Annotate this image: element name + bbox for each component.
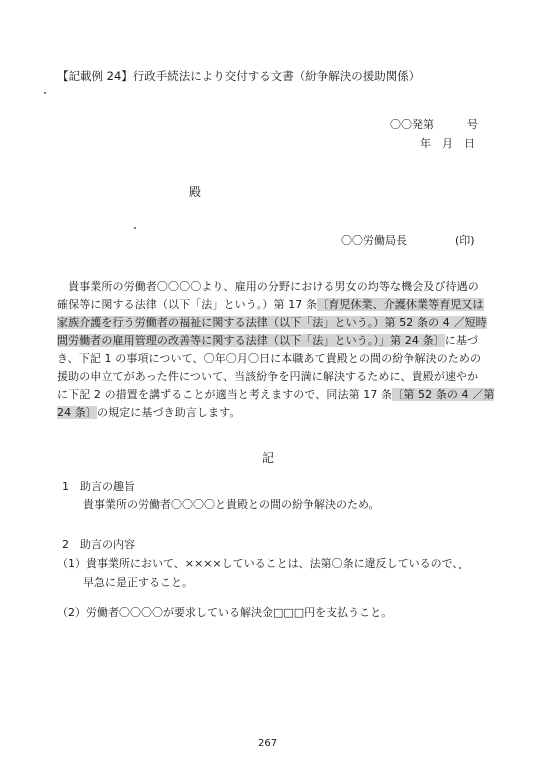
body-text: の規定に基づき助言します。 xyxy=(97,406,241,419)
section-1-text: 貴事業所の労働者〇〇〇〇と貴殿との間の紛争解決のため。 xyxy=(83,498,380,511)
document-header-title: 【記載例 24】行政手続法により交付する文書（紛争解決の援助関係） xyxy=(57,69,421,83)
scan-speck xyxy=(44,92,46,94)
section-2-item-1: （1）貴事業所において、××××していることは、法第〇条に違反しているので、 xyxy=(57,557,464,570)
body-text: に下記 2 の措置を講ずることが適当と考えますので、同法第 17 条 xyxy=(57,388,393,401)
body-text: に基づ xyxy=(444,334,479,347)
scan-speck xyxy=(134,227,136,229)
body-line xyxy=(57,386,494,402)
document-date: 年 月 日 xyxy=(420,137,475,150)
highlighted-text: 家族介護を行う労働者の福祉に関する法律（以下「法」という。）第 52 条の 4 ／短時 xyxy=(57,316,487,329)
body-line xyxy=(57,314,487,330)
highlighted-text: 〔第 52 条の 4 ／第 xyxy=(392,388,495,401)
body-line xyxy=(57,404,240,420)
body-line xyxy=(57,296,484,312)
section-2-item-2: （2）労働者〇〇〇〇が要求している解決金□□□円を支払うこと。 xyxy=(57,606,393,619)
body-line xyxy=(57,332,478,348)
section-2-item-1-continued: 早急に是正すること。 xyxy=(83,576,193,589)
sender-name: 〇〇労働局長 xyxy=(341,234,407,247)
body-line: 援助の申立てがあった件について、当該紛争を円満に解決するために、貴殿が速やか xyxy=(57,370,479,383)
section-2-heading: 2 助言の内容 xyxy=(62,538,135,551)
document-number: 〇〇発第 号 xyxy=(390,118,478,131)
addressee-label: 殿 xyxy=(189,185,202,199)
page-number: 267 xyxy=(258,738,278,749)
ki-heading: 記 xyxy=(262,451,275,465)
body-line: 貴事業所の労働者〇〇〇〇より、雇用の分野における男女の均等な機会及び待遇の xyxy=(57,280,479,293)
highlighted-text: 間労働者の雇用管理の改善等に関する法律（以下「法」という。）」第 24 条〕 xyxy=(57,334,445,347)
highlighted-text: 24 条〕 xyxy=(57,406,97,419)
body-text: 確保等に関する法律（以下「法」という。）第 17 条 xyxy=(57,298,318,311)
section-1-heading: 1 助言の趣旨 xyxy=(62,480,135,493)
highlighted-text: 〔育児休業、介護休業等育児又は xyxy=(317,298,484,311)
body-line: き、下記 1 の事項について、〇年〇月〇日に本職あて貴殿との間の紛争解決のための xyxy=(57,352,482,365)
seal-mark: (印) xyxy=(455,234,475,247)
